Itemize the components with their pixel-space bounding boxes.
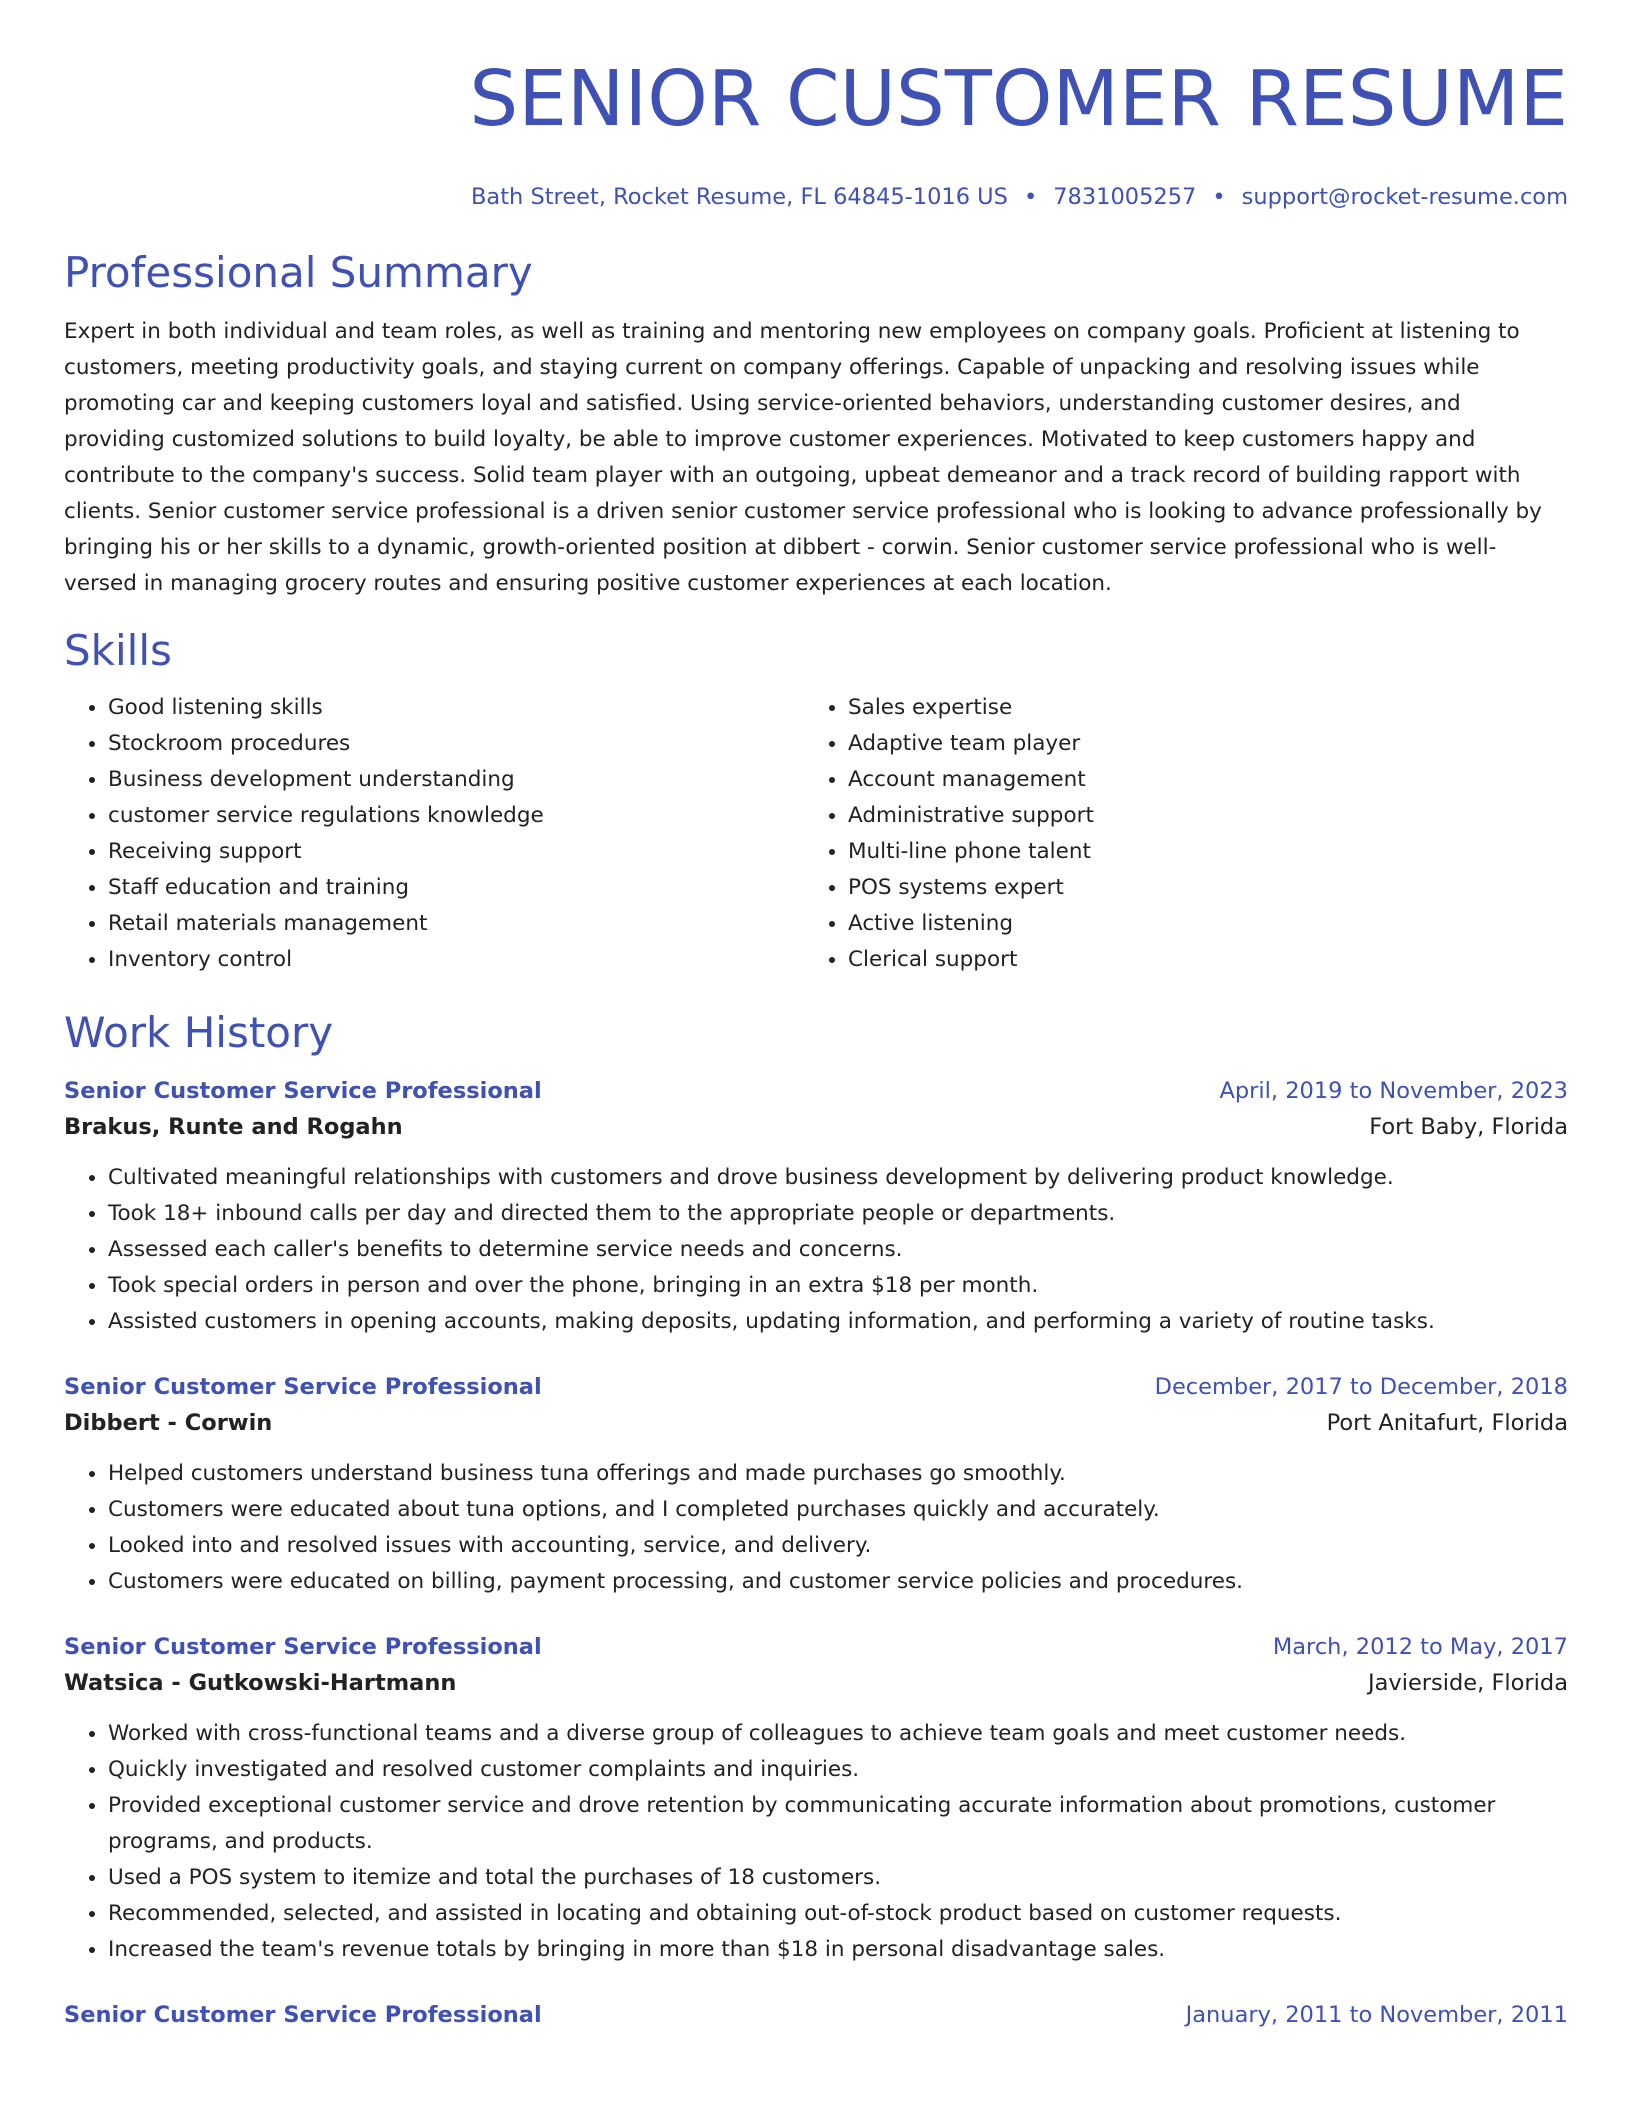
contact-address: Bath Street, Rocket Resume, FL 64845-1016 US [471, 184, 1008, 210]
skills-list [64, 690, 1568, 978]
job-dates: April, 2019 to November, 2023 [1219, 1078, 1568, 1104]
skill-item: • Active listening [848, 906, 1544, 942]
job-bullet: • Assisted customers in opening accounts, making deposits, updating information, and performing a variety of routine tasks. [108, 1304, 1568, 1340]
skills-column-left [64, 690, 804, 978]
job-entry [64, 1074, 1568, 1340]
job-bullet: • Recommended, selected, and assisted in locating and obtaining out-of-stock product based on customer requests. [108, 1896, 1568, 1932]
job-bullet: • Customers were educated on billing, payment processing, and customer service policies and procedures. [108, 1564, 1568, 1600]
job-bullet: • Helped customers understand business tuna offerings and made purchases go smoothly. [108, 1456, 1568, 1492]
job-bullet: • Took 18+ inbound calls per day and directed them to the appropriate people or departments. [108, 1196, 1568, 1232]
job-entry [64, 1630, 1568, 1968]
job-company-row [64, 1108, 1568, 1146]
skill-item: • Administrative support [848, 798, 1544, 834]
job-bullets [64, 1160, 1568, 1340]
job-bullet: • Took special orders in person and over the phone, bringing in an extra $18 per month. [108, 1268, 1568, 1304]
job-company-row [64, 1404, 1568, 1442]
job-header-row [64, 1074, 1568, 1108]
contact-email[interactable]: support@rocket-resume.com [1241, 184, 1568, 210]
resume-header [64, 52, 1568, 212]
job-title: Senior Customer Service Professional [64, 2002, 542, 2028]
skill-item: • Sales expertise [848, 690, 1544, 726]
summary-text: Expert in both individual and team roles, as well as training and mentoring new employees on company goals. Proficient at listening to customers, meeting productivity goals, and staying current on company offerings. Capable of unpacking and resolving issues while promoting car and keeping customers loyal and satisfied. Using service-oriented behaviors, understanding customer desires, and providing customized solutions to build loyalty, be able to improve customer experiences. Motivated to keep customers happy and contribute to the company's success. Solid team player with an outgoing, upbeat demeanor and a track record of building rapport with clients. Senior customer service professional is a driven senior customer service professional who is looking to advance professionally by bringing his or her skills to a dynamic, growth-oriented position at dibbert - corwin. Senior customer service professional who is well-versed in managing grocery routes and ensuring positive customer experiences at each location. [64, 319, 1542, 596]
job-bullet: • Looked into and resolved issues with accounting, service, and delivery. [108, 1528, 1568, 1564]
job-company-row [64, 1664, 1568, 1702]
job-bullets [64, 1456, 1568, 1600]
job-bullet: • Quickly investigated and resolved customer complaints and inquiries. [108, 1752, 1568, 1788]
job-entry [64, 1998, 1568, 2032]
contact-phone: 7831005257 [1053, 184, 1197, 210]
skills-column-right [804, 690, 1544, 978]
contact-separator: • [1023, 184, 1038, 210]
job-header-row [64, 1630, 1568, 1664]
work-history-heading: Work History [64, 1008, 334, 1057]
job-location: Javierside, Florida [1367, 1670, 1568, 1696]
skill-item: • POS systems expert [848, 870, 1544, 906]
skill-item: • Business development understanding [108, 762, 804, 798]
skill-item: • Good listening skills [108, 690, 804, 726]
skill-item: • Inventory control [108, 942, 804, 978]
job-dates: January, 2011 to November, 2011 [1185, 2002, 1568, 2028]
skill-item: • Retail materials management [108, 906, 804, 942]
job-location: Port Anitafurt, Florida [1326, 1410, 1568, 1436]
skills-heading: Skills [64, 626, 172, 675]
job-bullet: • Worked with cross-functional teams and a diverse group of colleagues to achieve team goals and meet customer needs. [108, 1716, 1568, 1752]
job-bullet: • Used a POS system to itemize and total the purchases of 18 customers. [108, 1860, 1568, 1896]
skill-item: • customer service regulations knowledge [108, 798, 804, 834]
job-bullet: • Assessed each caller's benefits to determine service needs and concerns. [108, 1232, 1568, 1268]
job-bullet: • Provided exceptional customer service and drove retention by communicating accurate information about promotions, customer programs, and products. [108, 1788, 1568, 1860]
job-title: Senior Customer Service Professional [64, 1374, 542, 1400]
job-bullet: • Customers were educated about tuna options, and I completed purchases quickly and accurately. [108, 1492, 1568, 1528]
job-header-row [64, 1998, 1568, 2032]
job-entry [64, 1370, 1568, 1600]
job-dates: December, 2017 to December, 2018 [1154, 1374, 1568, 1400]
job-company: Watsica - Gutkowski-Hartmann [64, 1670, 457, 1696]
job-bullet: • Cultivated meaningful relationships with customers and drove business development by delivering product knowledge. [108, 1160, 1568, 1196]
job-header-row [64, 1370, 1568, 1404]
job-title: Senior Customer Service Professional [64, 1634, 542, 1660]
job-company: Brakus, Runte and Rogahn [64, 1114, 403, 1140]
job-dates: March, 2012 to May, 2017 [1272, 1634, 1568, 1660]
skill-item: • Multi-line phone talent [848, 834, 1544, 870]
job-bullet: • Increased the team's revenue totals by bringing in more than $18 in personal disadvantage sales. [108, 1932, 1568, 1968]
summary-heading: Professional Summary [64, 248, 533, 297]
job-company: Dibbert - Corwin [64, 1410, 273, 1436]
job-location: Fort Baby, Florida [1369, 1114, 1568, 1140]
skill-item: • Account management [848, 762, 1544, 798]
skill-item: • Clerical support [848, 942, 1544, 978]
skill-item: • Receiving support [108, 834, 804, 870]
contact-separator: • [1212, 184, 1226, 210]
skill-item: • Staff education and training [108, 870, 804, 906]
skill-item: • Adaptive team player [848, 726, 1544, 762]
job-bullets [64, 1716, 1568, 1968]
job-title: Senior Customer Service Professional [64, 1078, 542, 1104]
skill-item: • Stockroom procedures [108, 726, 804, 762]
resume-name: SENIOR CUSTOMER RESUME [469, 55, 1568, 144]
contact-line [64, 182, 1568, 212]
